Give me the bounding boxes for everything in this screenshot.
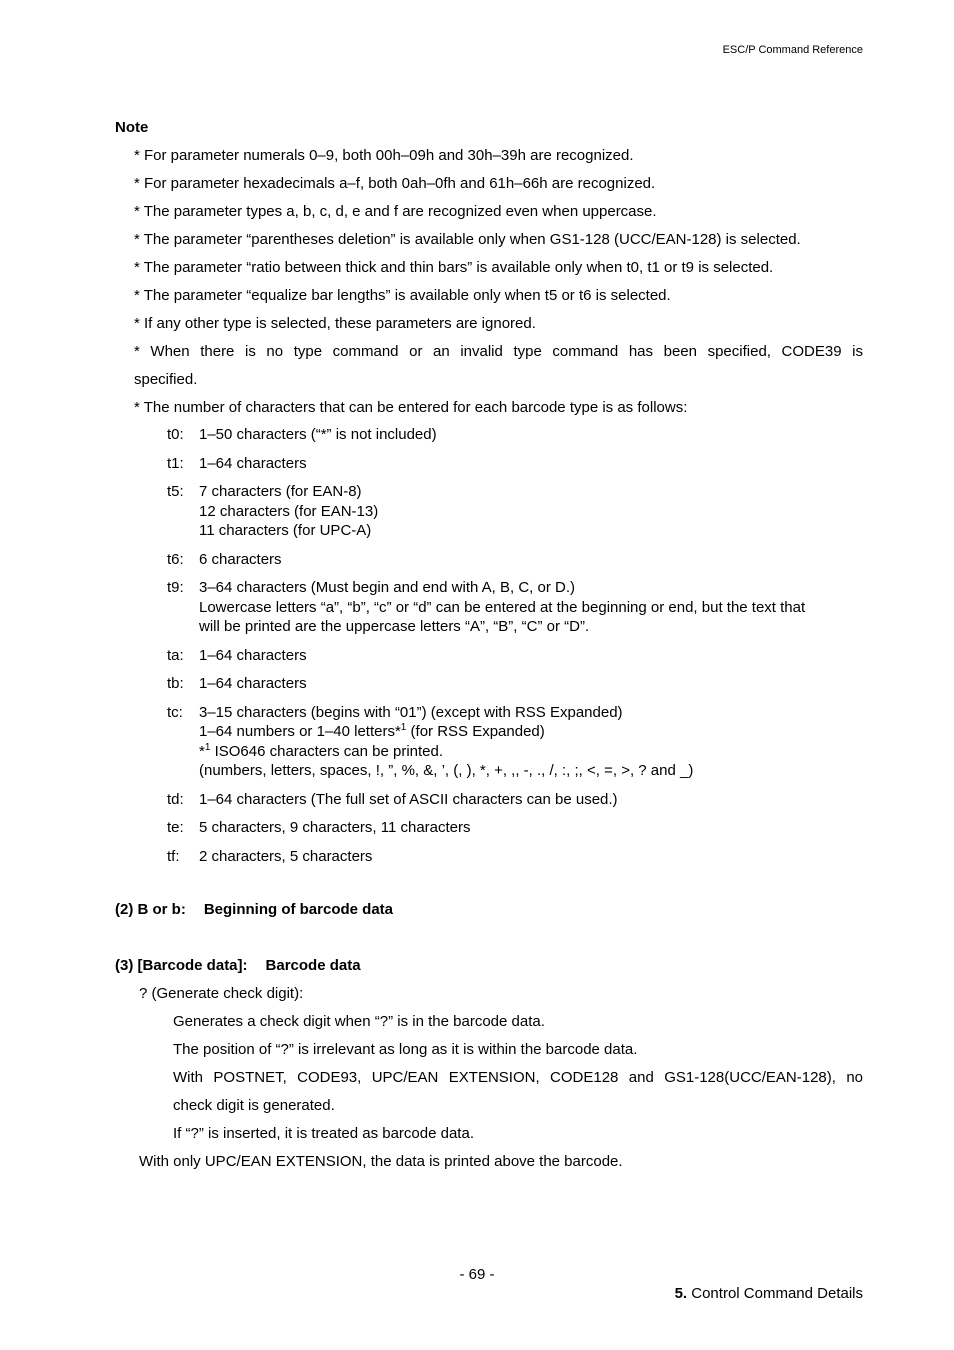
check-digit-line: The position of “?” is irrelevant as long as it is within the barcode data. (173, 1041, 638, 1058)
type-key: t0: (167, 426, 184, 443)
type-key: t9: (167, 579, 184, 596)
type-key: te: (167, 819, 184, 836)
type-key: t5: (167, 483, 184, 500)
type-row-tc (167, 703, 863, 781)
check-digit-line: Generates a check digit when “?” is in the barcode data. (173, 1013, 545, 1030)
check-digit-line: With POSTNET, CODE93, UPC/EAN EXTENSION, CODE128 and GS1-128(UCC/EAN-128), no (173, 1069, 863, 1086)
note-item: * The parameter “ratio between thick and thin bars” is available only when t0, t1 or t9 is selected. (134, 259, 774, 276)
note-section (115, 118, 863, 875)
type-row-tf (167, 847, 863, 867)
type-row-t0 (167, 425, 863, 445)
type-value: 11 characters (for UPC-A) (199, 522, 372, 539)
type-key: ta: (167, 646, 184, 664)
note-item: * For parameter numerals 0–9, both 00h–09h and 30h–39h are recognized. (134, 147, 634, 164)
check-digit-line: If “?” is inserted, it is treated as barcode data. (173, 1125, 474, 1142)
footnote-marker: 1 (204, 741, 211, 753)
type-key: t1: (167, 454, 184, 472)
type-row-t1 (167, 454, 863, 474)
type-value-rss: 1–64 numbers or 1–40 letters*$^1$ (for RSS Expanded) (199, 722, 545, 740)
type-value: will be printed are the uppercase letters “A”, “B”, “C” or “D”. (199, 618, 590, 635)
type-row-t5 (167, 482, 863, 541)
type-key: tf: (167, 847, 180, 865)
barcode-data-section (115, 980, 863, 1176)
footnote-marker: 1 (400, 722, 407, 733)
type-value: 5 characters, 9 characters, 11 characters (199, 819, 471, 836)
extension-note: With only UPC/EAN EXTENSION, the data is printed above the barcode. (139, 1153, 623, 1170)
type-key: tc: (167, 703, 183, 721)
page-number: - 69 - (459, 1266, 495, 1283)
type-row-t9 (167, 578, 863, 637)
type-value: 1–64 characters (The full set of ASCII characters can be used.) (199, 790, 618, 808)
note-item: * The parameter types a, b, c, d, e and f are recognized even when uppercase. (134, 203, 657, 220)
footnote: *$^1$ ISO646 characters can be printed. (199, 741, 444, 760)
running-header: ESC/P Command Reference (722, 44, 863, 56)
chapter-footer: 5. Control Command Details (674, 1285, 863, 1302)
type-row-t6 (167, 550, 863, 570)
type-value: 1–50 characters (“*” is not included) (199, 426, 437, 443)
note-item: * For parameter hexadecimals a–f, both 0ah–0fh and 61h–66h are recognized. (134, 175, 656, 192)
type-row-td (167, 790, 863, 810)
type-row-te (167, 818, 863, 838)
type-key: t6: (167, 550, 184, 568)
type-value: 12 characters (for EAN-13) (199, 502, 379, 520)
section-heading-2: (2) B or b: Beginning of barcode data (115, 901, 394, 918)
type-key: tb: (167, 675, 184, 692)
note-item-continuation: specified. (134, 371, 198, 388)
type-value: 1–64 characters (199, 454, 307, 472)
type-key: td: (167, 790, 184, 808)
note-item: * If any other type is selected, these parameters are ignored. (134, 315, 536, 332)
type-value: 7 characters (for EAN-8) (199, 483, 362, 500)
type-row-tb (167, 674, 863, 694)
barcode-type-list (167, 425, 863, 866)
type-value: Lowercase letters “a”, “b”, “c” or “d” can be entered at the beginning or end, but the text that (199, 598, 806, 616)
note-item: * When there is no type command or an invalid type command has been specified, CODE39 is (134, 343, 863, 360)
type-value: 3–15 characters (begins with “01”) (except with RSS Expanded) (199, 703, 623, 721)
type-value: 2 characters, 5 characters (199, 847, 373, 865)
note-item: * The parameter “equalize bar lengths” is available only when t5 or t6 is selected. (134, 287, 671, 304)
type-row-ta (167, 646, 863, 666)
footnote-char-list: (numbers, letters, spaces, !, ”, %, &, ’, (, ), *, +, ,, -, ., /, :, ;, <, =, >, ? and _) (199, 762, 694, 779)
type-value: 1–64 characters (199, 675, 307, 692)
type-value: 3–64 characters (Must begin and end with A, B, C, or D.) (199, 579, 576, 596)
type-value: 6 characters (199, 550, 282, 568)
type-value: 1–64 characters (199, 646, 307, 664)
section-heading-3: (3) [Barcode data]: Barcode data (115, 957, 361, 974)
note-item: * The number of characters that can be entered for each barcode type is as follows: (134, 399, 688, 416)
note-heading: Note (115, 119, 149, 136)
check-digit-line: check digit is generated. (173, 1097, 335, 1114)
check-digit-heading: ? (Generate check digit): (139, 985, 304, 1002)
note-item: * The parameter “parentheses deletion” is available only when GS1-128 (UCC/EAN-128) is selected. (134, 231, 801, 248)
note-list (115, 142, 863, 422)
